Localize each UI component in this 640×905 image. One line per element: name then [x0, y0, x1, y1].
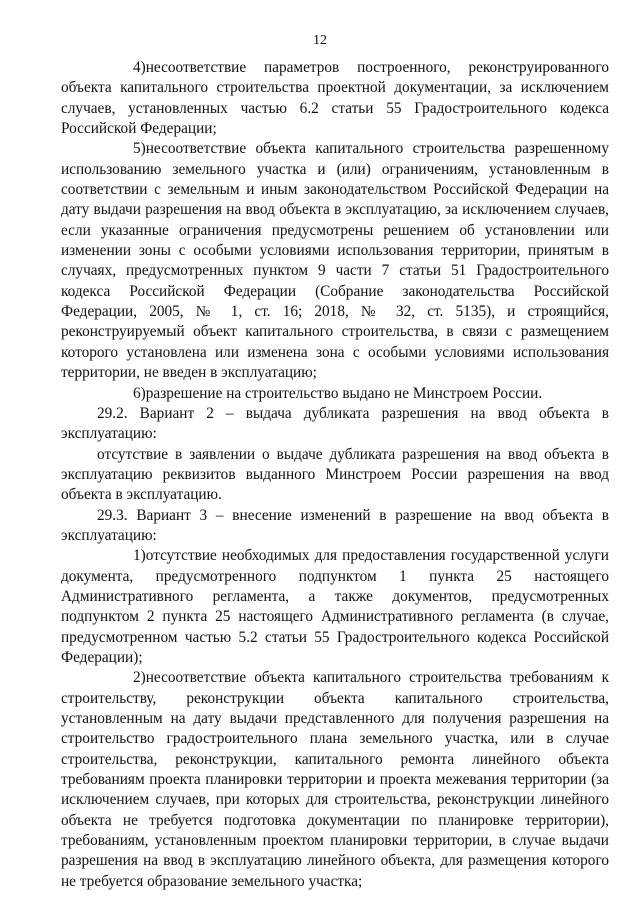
paragraph-text: несоответствие параметров построенного, реконструированного объекта капитального строительства проектной документации, за исключением случаев, установленных частью 6.2 статьи 55 Градостроительного кодекса Российской Федерации;: [61, 59, 609, 138]
paragraph-text: разрешение на строительство выдано не Минстроем России.: [145, 384, 543, 402]
paragraph-text: несоответствие объекта капитального строительства разрешенному использованию земельного участка и (или) ограничениям, установленным в соответствии с земельным и иным законодательством Российской Федерации на дату выдачи разрешения на ввод объекта в эксплуатацию, за исключением случаев, если указанные ограничения предусмотрены решением об установлении или изменении зоны с особыми условиями использования территории, принятым в случаях, предусмотренных пунктом 9 части 7 статьи 51 Градостроительного кодекса Российской Федерации (Собрание законодательства Российской Федерации, 2005, № 1, ст. 16; 2018, № 32, ст. 5135), и строящийся, реконструируемый объект капитального строительства, в связи с размещением которого установлена или изменена зона с особыми условиями использования территории, не введен в эксплуатацию;: [61, 140, 609, 382]
paragraph-text: несоответствие объекта капитального строительства требованиям к строительству, реконструкции объекта капитального строительства, установленным на дату выдачи представленного для получения разрешения на строительство градостроительного плана земельного участка, или в случае строительства, реконструкции, капитального ремонта линейного объекта требованиям проекта планировки территории и проекта межевания территории (за исключением случаев, при которых для строительства, реконструкции линейного объекта не требуется подготовка документации по планировке территории), требованиям, установленным проектом планировки территории, в случае выдачи разрешения на ввод в эксплуатацию линейного объекта, для размещения которого не требуется образование земельного участка;: [61, 669, 609, 890]
item-number: 2): [133, 669, 146, 687]
page-number: 12: [313, 33, 327, 48]
paragraph-variant-2-reason: [61, 445, 609, 506]
paragraph-item-5: [61, 139, 609, 383]
paragraph-item-4: [61, 58, 609, 139]
item-number: 1): [133, 547, 146, 565]
item-number: 5): [133, 140, 146, 158]
paragraph-text: отсутствие необходимых для предоставления государственной услуги документа, предусмотренного подпунктом 1 пункта 25 настоящего Административного регламента, а также документов, предусмотренных подпунктом 2 пункта 25 настоящего Административного регламента (в случае, предусмотренном частью 5.2 статьи 55 Градостроительного кодекса Российской Федерации);: [61, 547, 609, 666]
paragraph-text: 29.2. Вариант 2 – выдача дубликата разрешения на ввод объекта в эксплуатацию:: [61, 404, 609, 443]
paragraph-variant-3-item-2: [61, 668, 609, 892]
paragraph-text: 29.3. Вариант 3 – внесение изменений в разрешение на ввод объекта в эксплуатацию:: [61, 506, 609, 544]
item-number: 4): [133, 59, 146, 76]
paragraph-variant-3: [61, 506, 609, 547]
item-number: 6): [133, 384, 146, 402]
document-body: [61, 58, 609, 892]
paragraph-item-6: [61, 384, 609, 404]
paragraph-variant-2: [61, 404, 609, 445]
paragraph-variant-3-item-1: [61, 546, 609, 668]
paragraph-text: отсутствие в заявлении о выдаче дубликата разрешения на ввод объекта в эксплуатацию реквизитов выданного Минстроем России разрешения на ввод объекта в эксплуатацию.: [61, 445, 609, 504]
